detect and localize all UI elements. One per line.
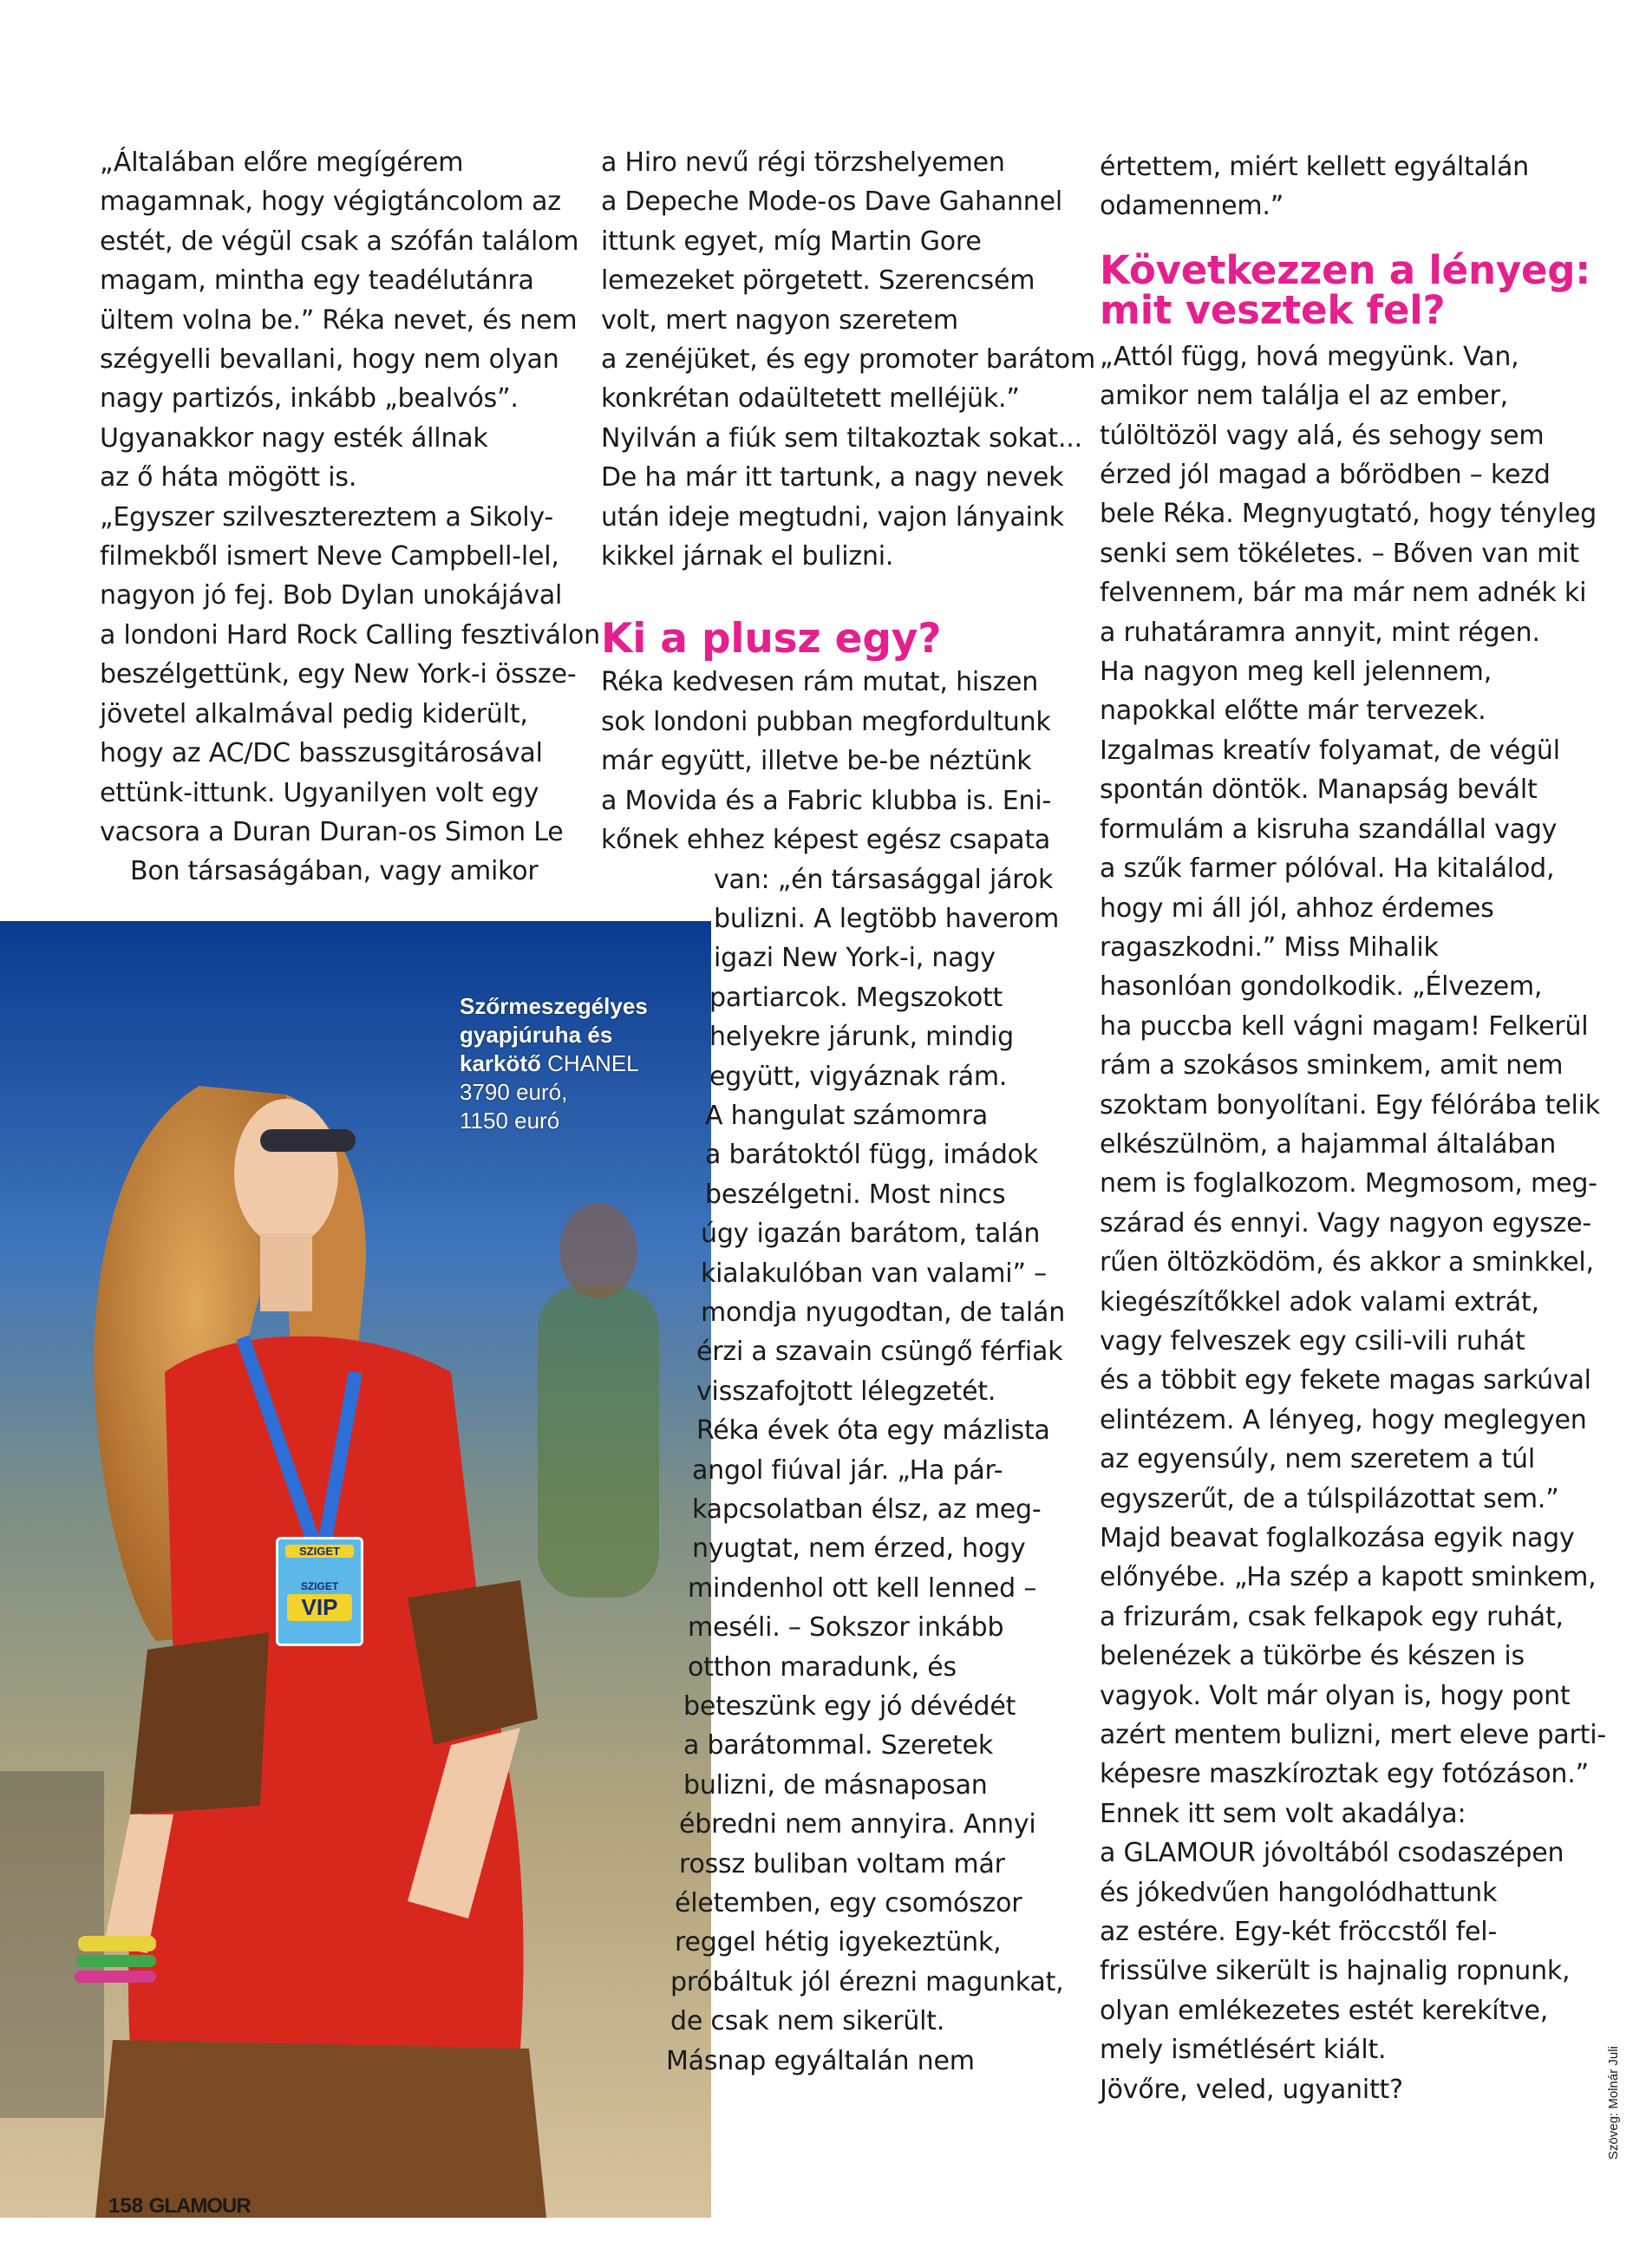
text-line: van: „én társasággal járok xyxy=(714,864,1054,895)
text-line: hasonlóan gondolkodik. „Élvezem, xyxy=(1100,971,1543,1003)
badge-mid: SZIGET xyxy=(300,1580,339,1592)
text-line: vacsora a Duran Duran-os Simon Le xyxy=(100,816,564,847)
text-line: az estére. Egy-két fröccstől fel- xyxy=(1100,1917,1498,1948)
text-line: formulám a kisruha szandállal vagy xyxy=(1100,814,1558,845)
text-line: kialakulóban van valami” – xyxy=(701,1258,1047,1289)
text-line: szárad és ennyi. Vagy nagyon egysze- xyxy=(1100,1207,1592,1239)
text-line: nagyon jó fej. Bob Dylan unokájával xyxy=(100,580,563,611)
text-line: és jókedvűen hangolódhattunk xyxy=(1100,1877,1498,1908)
caption-brand: CHANEL xyxy=(540,1050,639,1076)
text-line: kapcsolatban élsz, az meg- xyxy=(692,1494,1042,1525)
text-line: belenézek a tükörbe és készen is xyxy=(1100,1641,1525,1672)
text-line: beszélgetni. Most nincs xyxy=(705,1179,1006,1210)
article-column-2 xyxy=(601,143,1095,2081)
author-credit: Szöveg: Molnár Juli xyxy=(1606,2046,1621,2160)
text-line: előnyébe. „Ha szép a kapott sminkem, xyxy=(1100,1562,1597,1593)
text-line: Réka évek óta egy mázlista xyxy=(696,1415,1050,1447)
text-line: a zenéjüket, és egy promoter barátom xyxy=(601,344,1095,376)
text-line: a Depeche Mode-os Dave Gahannel xyxy=(601,186,1062,218)
text-line: beszélgettünk, egy New York-i össze- xyxy=(100,659,577,690)
text-line: nem is foglalkozom. Megmosom, meg- xyxy=(1100,1168,1597,1199)
caption-bold: karkötő xyxy=(460,1050,541,1076)
text-line: odamennem.” xyxy=(1100,191,1284,222)
text-line: vagyok. Volt már olyan is, hogy pont xyxy=(1100,1680,1571,1711)
badge-top: SZIGET xyxy=(285,1545,354,1558)
text-line: ébredni nem annyira. Annyi xyxy=(679,1809,1036,1840)
text-line: frissülve sikerült is hajnalig ropnunk, xyxy=(1100,1956,1571,1987)
section-heading: mit vesztek fel? xyxy=(1100,286,1446,333)
text-line: filmekből ismert Neve Campbell-lel, xyxy=(100,541,559,572)
text-line: igazi New York-i, nagy xyxy=(714,943,996,974)
text-line: amikor nem találja el az ember, xyxy=(1100,381,1509,412)
text-line: lemezeket pörgetett. Szerencsém xyxy=(601,265,1035,297)
text-line: úgy igazán barátom, talán xyxy=(701,1219,1041,1250)
text-line: az ő háta mögött is. xyxy=(100,462,357,493)
text-line: kikkel járnak el bulizni. xyxy=(601,541,894,572)
text-line: érzi a szavain csüngő férfiak xyxy=(696,1337,1063,1368)
text-line: de csak nem sikerült. xyxy=(670,2006,945,2037)
text-line: bele Réka. Megnyugtató, hogy tényleg xyxy=(1100,499,1597,530)
text-line: a Movida és a Fabric klubba is. Eni- xyxy=(601,785,1052,816)
text-line: egyszerűt, de a túlspilázottat sem.” xyxy=(1100,1483,1559,1514)
text-line: Réka kedvesen rám mutat, hiszen xyxy=(601,667,1039,698)
text-line: életemben, egy csomószor xyxy=(675,1888,1022,1919)
text-line: a ruhatáramra annyit, mint régen. xyxy=(1100,617,1540,648)
text-line: túlöltözöl vagy alá, és sehogy sem xyxy=(1100,420,1545,451)
text-line: magam, mintha egy teadélutánra xyxy=(100,265,534,297)
caption-line: 3790 euró, xyxy=(460,1079,568,1105)
text-line: együtt, vigyáznak rám. xyxy=(709,1061,1008,1092)
text-line: reggel hétig igyekeztünk, xyxy=(675,1927,1002,1958)
text-line: jövetel alkalmával pedig kiderült, xyxy=(100,698,528,729)
text-line: konkrétan odaültetett melléjük.” xyxy=(601,383,1020,415)
text-line: ragaszkodni.” Miss Mihalik xyxy=(1100,931,1439,963)
text-line: nagy partizós, inkább „bealvós”. xyxy=(100,383,519,415)
text-line: vagy felveszek egy csili-vili ruhát xyxy=(1100,1325,1525,1356)
text-line: ha puccba kell vágni magam! Felkerül xyxy=(1100,1010,1589,1042)
section-heading: Következzen a lényeg: xyxy=(1100,246,1591,293)
text-line: ettünk-ittunk. Ugyanilyen volt egy xyxy=(100,777,539,808)
text-line: a szűk farmer pólóval. Ha kitalálod, xyxy=(1100,853,1555,885)
text-line: Nyilván a fiúk sem tiltakoztak sokat... xyxy=(601,422,1082,454)
text-line: A hangulat számomra xyxy=(705,1100,989,1131)
text-line: Ha nagyon meg kell jelennem, xyxy=(1100,657,1493,688)
text-line: De ha már itt tartunk, a nagy nevek xyxy=(601,462,1064,493)
article-column-1 xyxy=(100,143,600,892)
text-line: magamnak, hogy végigtáncolom az xyxy=(100,186,561,218)
text-line: visszafojtott lélegzetét. xyxy=(696,1376,996,1407)
text-line: Izgalmas kreatív folyamat, de végül xyxy=(1100,735,1560,766)
text-line: helyekre járunk, mindig xyxy=(709,1022,1014,1053)
text-line: képesre maszkíroztak egy fotózáson.” xyxy=(1100,1759,1589,1790)
text-line: a barátoktól függ, imádok xyxy=(705,1140,1038,1171)
text-line: bulizni. A legtöbb haverom xyxy=(714,903,1060,934)
text-line: bulizni, de másnaposan xyxy=(683,1769,988,1801)
text-line: ittunk egyet, míg Martin Gore xyxy=(601,225,982,257)
text-line: a frizurám, csak felkapok egy ruhát, xyxy=(1100,1601,1564,1632)
text-line: napokkal előtte már tervezek. xyxy=(1100,696,1486,727)
text-line: elintézem. A lényeg, hogy meglegyen xyxy=(1100,1404,1587,1435)
text-line: után ideje megtudni, vajon lányaink xyxy=(601,501,1064,533)
text-line: meséli. – Sokszor inkább xyxy=(688,1612,1004,1644)
article-column-3 xyxy=(1100,147,1606,2109)
text-line: a Hiro nevű régi törzshelyemen xyxy=(601,147,1005,178)
text-line: „Általában előre megígérem xyxy=(100,147,464,178)
text-line: Bon társaságában, vagy amikor xyxy=(130,856,539,887)
text-line: mondja nyugodtan, de talán xyxy=(701,1297,1066,1328)
text-line: spontán döntök. Manapság bevált xyxy=(1100,775,1538,806)
text-line: szoktam bonyolítani. Egy félórába telik xyxy=(1100,1089,1600,1121)
text-line: érzed jól magad a bőrödben – kezd xyxy=(1100,460,1551,491)
text-line: sok londoni pubban megfordultunk xyxy=(601,706,1051,737)
vip-badge xyxy=(276,1537,363,1646)
text-line: szégyelli bevallani, hogy nem olyan xyxy=(100,344,559,376)
magazine-brand: GLAMOUR xyxy=(148,2194,251,2218)
page-footer xyxy=(108,2194,251,2219)
text-line: nyugtat, nem érzed, hogy xyxy=(692,1533,1026,1565)
section-heading: Ki a plusz egy? xyxy=(601,615,942,663)
text-line: Majd beavat foglalkozása egyik nagy xyxy=(1100,1523,1575,1553)
text-line: már együtt, illetve be-be néztünk xyxy=(601,746,1032,777)
text-line: rossz buliban voltam már xyxy=(679,1848,1005,1879)
text-line: a londoni Hard Rock Calling fesztiválon xyxy=(100,619,600,650)
text-line: Ugyanakkor nagy esték állnak xyxy=(100,422,488,454)
text-line: rűen öltözködöm, és akkor a sminkkel, xyxy=(1100,1247,1594,1278)
text-line: a barátommal. Szeretek xyxy=(683,1730,993,1761)
text-line: volt, mert nagyon szeretem xyxy=(601,304,958,336)
text-line: és a többit egy fekete magas sarkúval xyxy=(1100,1365,1591,1396)
text-line: azért mentem bulizni, mert eleve parti- xyxy=(1100,1720,1606,1751)
text-line: hogy mi áll jól, ahhoz érdemes xyxy=(1100,892,1494,924)
caption-line: gyapjúruha és xyxy=(460,1022,613,1048)
text-line: hogy az AC/DC basszusgitárosával xyxy=(100,738,543,769)
text-line: elkészülnöm, a hajammal általában xyxy=(1100,1128,1557,1160)
text-line: kőnek ehhez képest egész csapata xyxy=(601,825,1051,856)
text-line: mely ismétlésért kiált. xyxy=(1100,2035,1387,2066)
text-line: olyan emlékezetes estét kerekítve, xyxy=(1100,1995,1549,2026)
text-line: felvennem, bár ma már nem adnék ki xyxy=(1100,578,1587,609)
badge-bottom: VIP xyxy=(287,1594,352,1621)
caption-line: 1150 euró xyxy=(460,1108,560,1134)
text-line: Ennek itt sem volt akadálya: xyxy=(1100,1798,1466,1829)
page-number: 158 xyxy=(108,2194,144,2218)
text-line: rám a szokásos sminkem, amit nem xyxy=(1100,1050,1564,1082)
text-line: Jövőre, veled, ugyanitt? xyxy=(1100,2074,1403,2105)
text-line: mindenhol ott kell lenned – xyxy=(688,1572,1037,1604)
text-line: beteszünk egy jó dévédét xyxy=(683,1691,1016,1722)
caption-line: Szőrmeszegélyes xyxy=(460,993,648,1019)
text-line: kiegészítőkkel adok valami extrát, xyxy=(1100,1286,1539,1317)
text-line: senki sem tökéletes. – Bőven van mit xyxy=(1100,538,1579,569)
text-line: estét, de végül csak a szófán találom xyxy=(100,225,579,257)
text-line: az egyensúly, nem szeretem a túl xyxy=(1100,1444,1536,1475)
text-line: a GLAMOUR jóvoltából csodaszépen xyxy=(1100,1838,1564,1869)
text-line: otthon maradunk, és xyxy=(688,1651,957,1683)
text-line: értettem, miért kellett egyáltalán xyxy=(1100,152,1529,182)
text-line: angol fiúval jár. „Ha pár- xyxy=(692,1454,1003,1486)
text-line: próbáltuk jól érezni magunkat, xyxy=(670,1966,1064,1997)
text-line: ültem volna be.” Réka nevet, és nem xyxy=(100,304,578,336)
text-line: partiarcok. Megszokott xyxy=(709,982,1003,1013)
text-line: „Attól függ, hová megyünk. Van, xyxy=(1100,341,1519,372)
text-line: Másnap egyáltalán nem xyxy=(666,2045,975,2076)
text-line: „Egyszer szilvesztereztem a Sikoly- xyxy=(100,501,554,533)
